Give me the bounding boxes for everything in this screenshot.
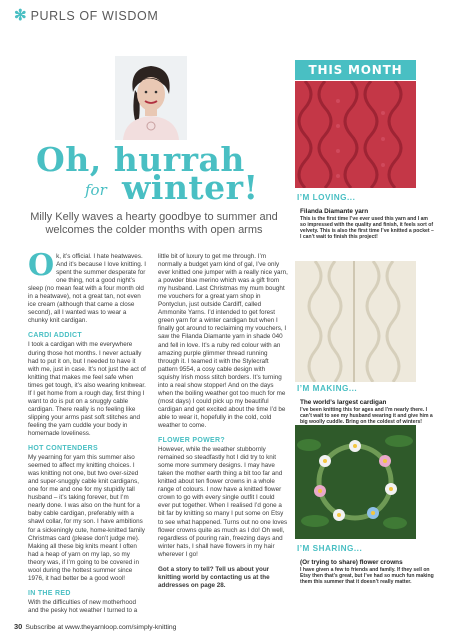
red-yarn-photo xyxy=(295,81,416,188)
paragraph-flower-power: However, while the weather stubbornly remained so steadfastly hot I did try to knit some more summery designs. I may have taken the mother earth thing a bit too far and knitted about ten flower crowns in a whole range of colours. I now have a knitted flower crown to go with every single outfit I could ever put together. When I realised I’d gone a bit far by knitting so many I put some on Etsy to see what happened. Turns out no one loves flower crowns quite as much as I do! Oh well, regardless of pouring rain, freezing days and winter hats, I shall have flowers in my hair wherever I go! xyxy=(158,446,288,558)
subscribe-text: Subscribe at www.theyarnloop.com/simply-knitting xyxy=(25,624,177,631)
sharing-tag: I’M SHARING... xyxy=(297,544,363,553)
flower-crown-photo xyxy=(295,425,416,539)
sharing-title: (Or trying to share) flower crowns xyxy=(300,559,403,566)
making-tag: I’M MAKING... xyxy=(297,384,358,393)
intro-paragraph xyxy=(28,248,146,325)
paragraph-cardi-addict: I took a cardigan with me everywhere during those hot months. I never actually had to put it on, but I needed to have it with me, just in case. It’s not just the act of knitting that makes me feel safe when times get tough, it’s also wearing knitwear. If I get home from a rough day, first thing I want to do is put on a snuggly cable cardigan. There really is no feeling like slipping your arms past soft stitches and feeling the yarn cuddle your body in homemade loveliness. xyxy=(28,341,146,437)
author-portrait xyxy=(115,56,187,140)
page-footer xyxy=(14,622,176,631)
loving-text: This is the first time I’ve ever used this yarn and I am so impressed with the quality and finish, it feels sort of velvety. This is also the first time I’ve knitted a pocket – I can’t wait to finish this project! xyxy=(300,216,434,241)
subhead-cardi-addict: CARDI ADDICT xyxy=(28,332,82,340)
making-title: The world’s largest cardigan xyxy=(300,399,387,406)
making-text: I’ve been knitting this for ages and I’m nearly there. I can’t wait to see my husband wearing it and give him a big woolly cuddle. Bring on the coldest of winters! xyxy=(300,407,433,426)
article-column-2 xyxy=(158,253,288,590)
paragraph-hot-contenders: My yearning for yarn this summer also seemed to affect my knitting choices. I was knitting not one, but two over-sized and super-snuggly cable knit cardigans, one for me and one for my stupidly tall husband – it’s taking forever, but I’m nearly done. I was also on the hunt for a baby cable cardigan, preferably with a shawl collar, for my son. I have ambitions for a sickeningly cute, home-knitted family Christmas card (please don’t judge me). Making all these big knits meant I often had a heap of yarn on my lap, so my theory was, if I’m going to be covered in wool during the hottest summer since 1976, it had better be a good wool! xyxy=(28,454,145,582)
cream-cardigan-photo xyxy=(295,261,416,382)
snowflake-icon: ✻ xyxy=(14,7,27,24)
section-header xyxy=(14,9,158,23)
article-column-1 xyxy=(28,248,146,615)
subhead-flower-power: FLOWER POWER? xyxy=(158,437,225,445)
this-month-banner: THIS MONTH xyxy=(295,60,416,80)
headline-for: for xyxy=(85,181,107,199)
intro-text: k, it’s official. I hate heatwaves. And it’s because I love knitting. I spent the summer desperate for one thing, not a good night’s sleep (no mean feat with a four month old in a heatwave), not a great tan, not even ice cream (although that came a close second), all I wanted was to wear a chunky knit cardigan. xyxy=(28,253,146,325)
paragraph-in-the-red: With the difficulties of new motherhood and the pesky hot weather I turned to a xyxy=(28,598,138,614)
loving-title: Filanda Diamante yarn xyxy=(300,208,369,215)
headline-line1: Oh, hurrah xyxy=(36,140,245,179)
sharing-text: I have given a few to friends and family. If they sell on Etsy then that’s great, but I’ve had so much fun making them this summer that it doesn’t really matter. xyxy=(300,567,434,586)
loving-tag: I’M LOVING... xyxy=(297,193,356,202)
headline-line2: winter! xyxy=(122,168,259,207)
paragraph-luxury: little bit of luxury to get me through. I’m normally a budget yarn kind of gal, I’ve only ever knitted one jumper with a really nice yarn, a powder blue merino which was a gift from my husband. Last Christmas my mum bought me vouchers for a great yarn shop in Pontyclun, just outside Cardiff, called Ammonite Yarns. I’d intended to get forest green yarn for a winter cardigan but when I finally got around to reclaiming my vouchers, I saw the Filanda Diamante yarn in shade 040 and fell in love. It’s a ruby red colour with an amazing purple glimmer thread running through it. I teamed it with the Stylecraft pattern 9554, a cosy cable design with squishy Irish moss stitch borders. It’s turning into a real show stopper! And on the days when the boiling weather got too much for me (most days) I could pick up my beautiful cardigan and get excited about the time I’d be able to wear it, hopefully in the cold, cold weather to come. xyxy=(158,253,288,429)
subhead-in-the-red: IN THE RED xyxy=(28,589,71,597)
subhead-hot-contenders: HOT CONTENDERS xyxy=(28,445,98,453)
drop-cap: O xyxy=(28,248,55,283)
standfirst: Milly Kelly waves a hearty goodbye to summer and welcomes the colder months with open arms xyxy=(30,211,278,236)
call-to-action: Got a story to tell? Tell us about your knitting world by contacting us at the addresses on page 28. xyxy=(158,565,270,589)
page-number: 30 xyxy=(14,622,23,631)
section-title: PURLS OF WISDOM xyxy=(30,9,159,23)
